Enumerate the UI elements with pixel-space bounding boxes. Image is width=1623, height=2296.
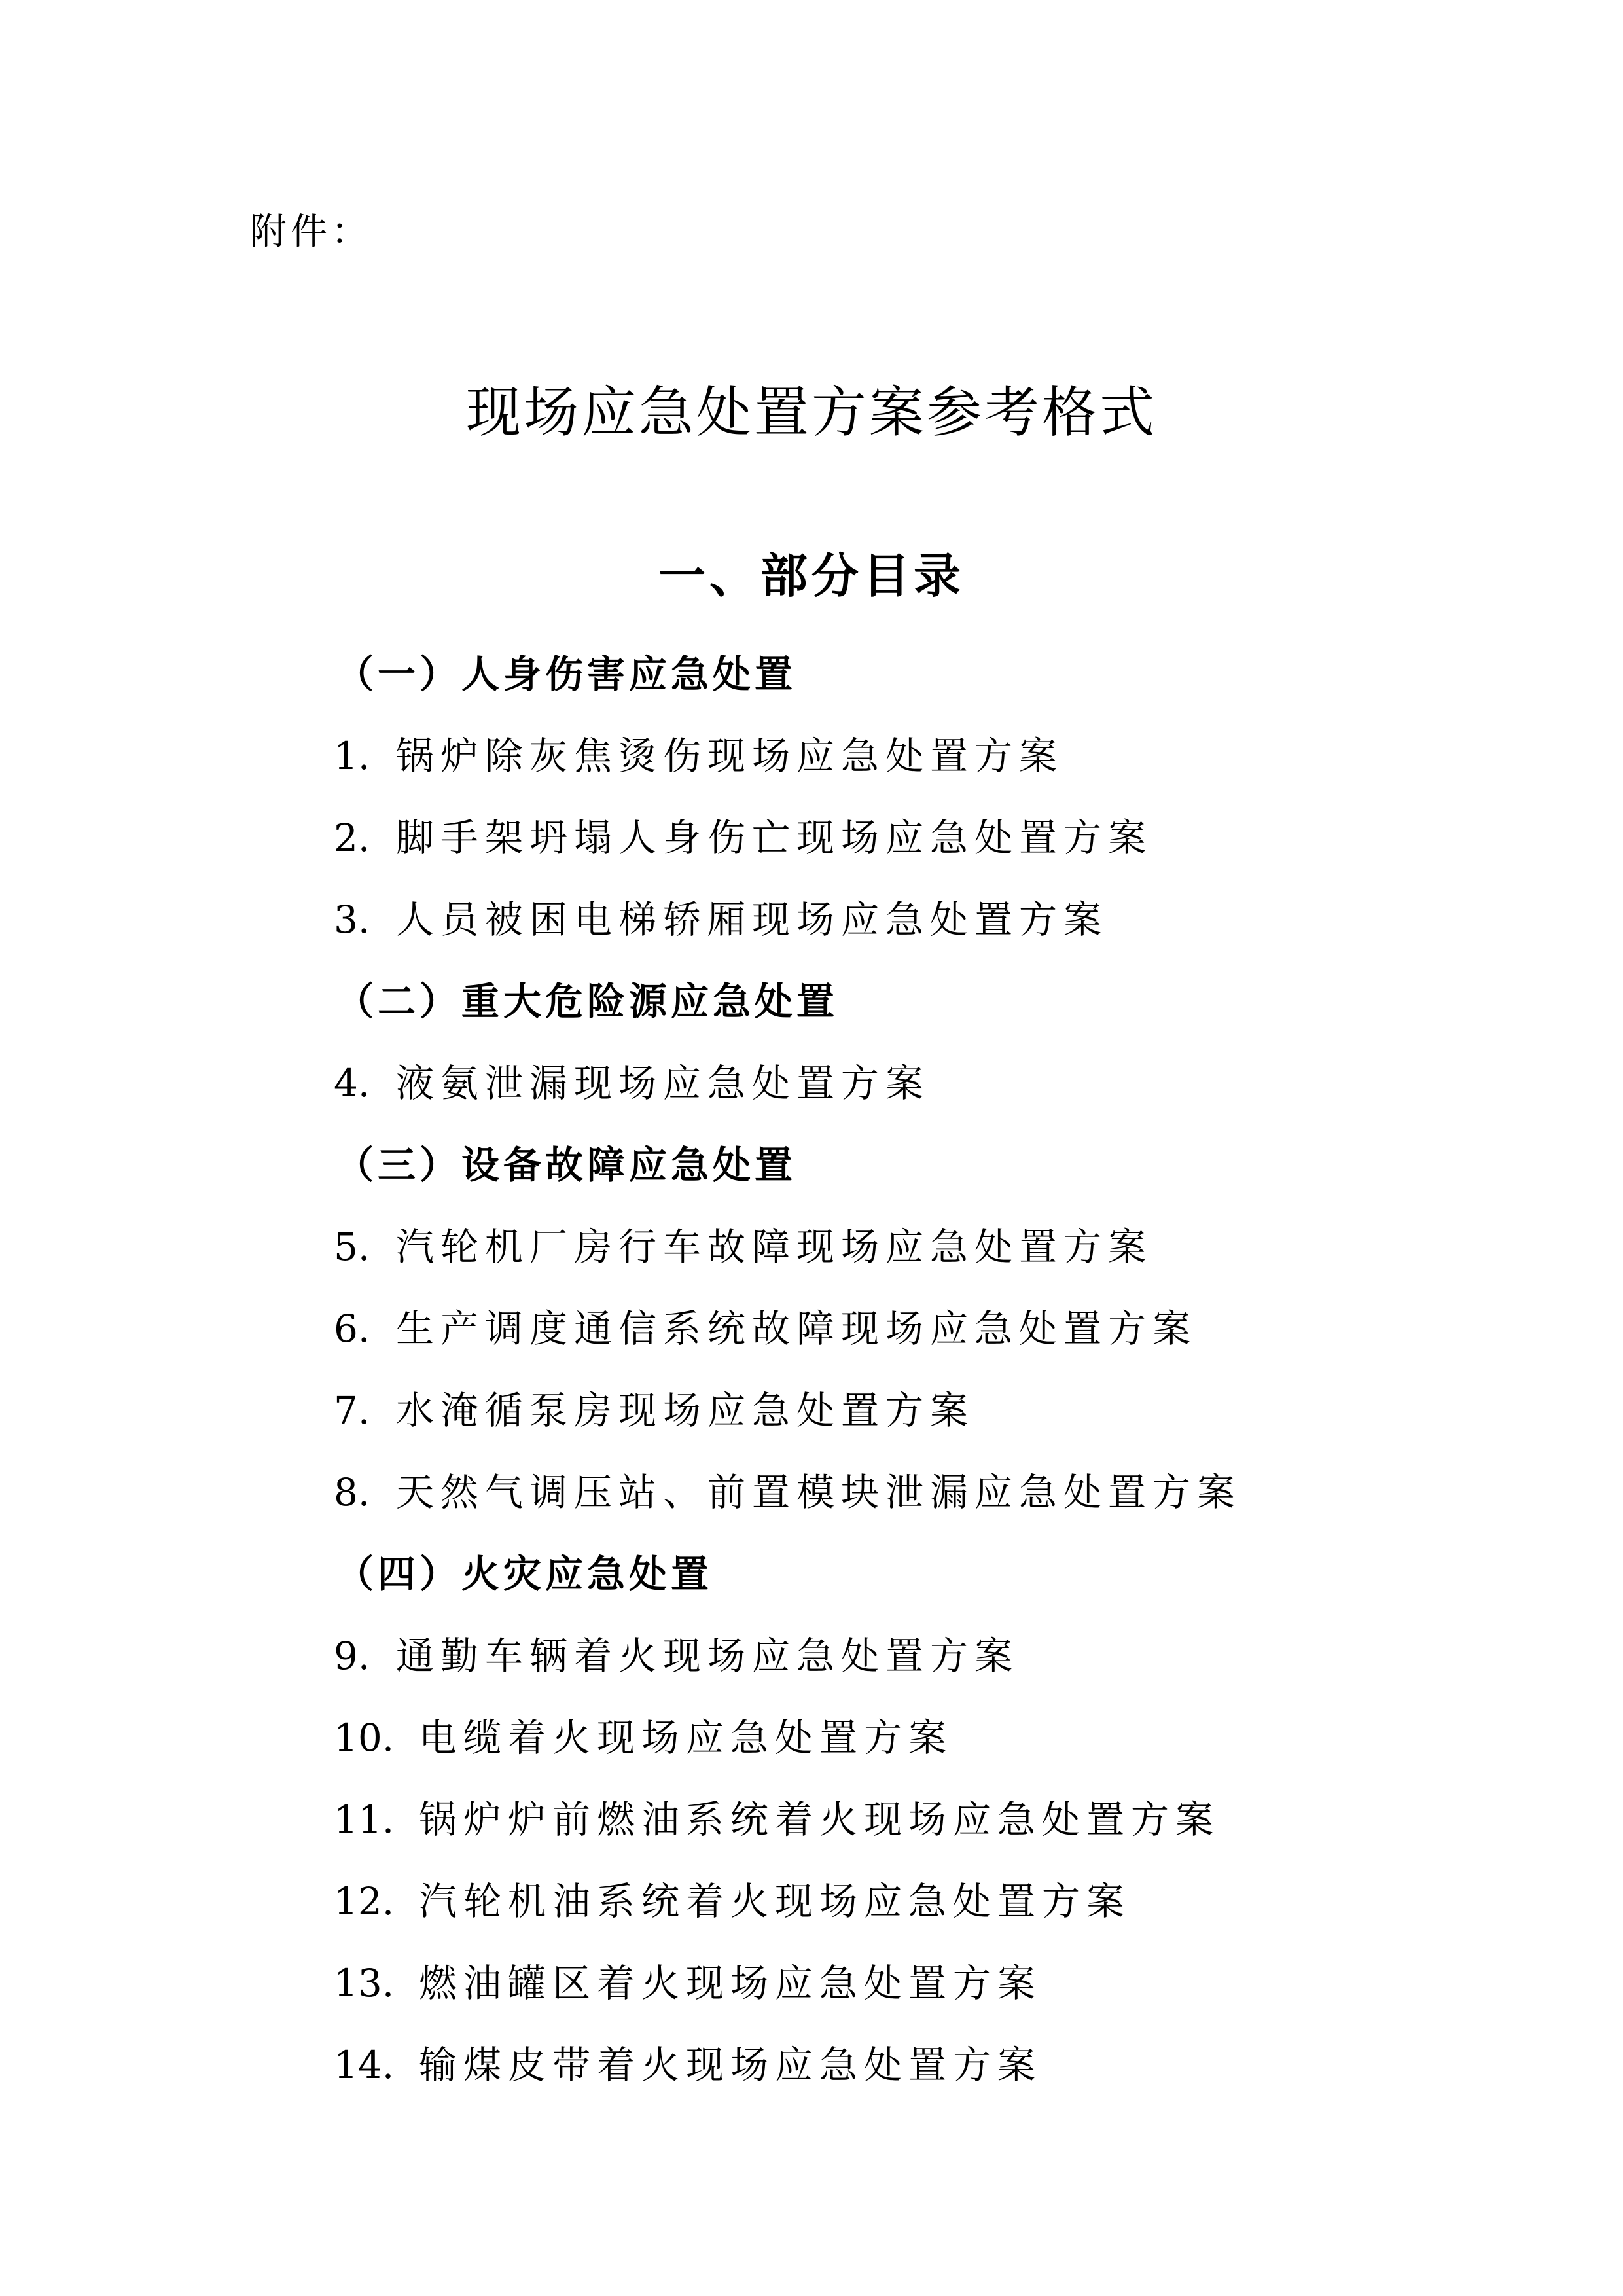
item-text: 人员被困电梯轿厢现场应急处置方案 — [396, 897, 1109, 942]
item-text: 电缆着火现场应急处置方案 — [419, 1715, 954, 1760]
list-item — [334, 1466, 1241, 1518]
list-item — [334, 1057, 930, 1109]
list-item — [334, 893, 1108, 946]
list-item — [334, 1384, 974, 1437]
list-item — [334, 730, 1063, 782]
item-text: 汽轮机厂房行车故障现场应急处置方案 — [396, 1225, 1153, 1269]
item-text: 锅炉炉前燃油系统着火现场应急处置方案 — [419, 1797, 1221, 1842]
list-item — [334, 812, 1152, 864]
group-heading: （一）人身伤害应急处置 — [336, 652, 797, 696]
item-text: 脚手架坍塌人身伤亡现场应急处置方案 — [396, 816, 1153, 860]
item-number: 9. — [334, 1634, 370, 1678]
item-text: 输煤皮带着火现场应急处置方案 — [419, 2043, 1043, 2087]
list-item — [334, 1875, 1131, 1928]
group-heading: （二）重大危险源应急处置 — [336, 979, 839, 1024]
item-number: 14. — [334, 2043, 395, 2087]
list-item — [334, 1712, 953, 1764]
list-item — [334, 1793, 1220, 1846]
item-number: 10. — [334, 1715, 395, 1760]
item-number: 12. — [334, 1879, 395, 1924]
item-number: 2. — [334, 816, 370, 860]
item-text: 汽轮机油系统着火现场应急处置方案 — [419, 1879, 1132, 1924]
list-item — [334, 1302, 1197, 1355]
item-number: 6. — [334, 1306, 370, 1351]
group-heading: （三）设备故障应急处置 — [336, 1143, 797, 1187]
list-item — [334, 1221, 1152, 1273]
item-number: 7. — [334, 1388, 370, 1433]
item-number: 13. — [334, 1961, 395, 2005]
item-number: 4. — [334, 1061, 370, 1105]
item-text: 液氨泄漏现场应急处置方案 — [396, 1061, 931, 1105]
list-item — [334, 1630, 1019, 1682]
item-text: 天然气调压站、前置模块泄漏应急处置方案 — [396, 1470, 1242, 1515]
group-heading: （四）火灾应急处置 — [336, 1552, 713, 1596]
item-number: 1. — [334, 734, 370, 778]
item-number: 5. — [334, 1225, 370, 1269]
list-item — [334, 1957, 1042, 2009]
item-number: 11. — [334, 1797, 395, 1842]
item-number: 8. — [334, 1470, 370, 1515]
document-title: 现场应急处置方案参考格式 — [465, 380, 1157, 444]
attachment-label: 附件： — [250, 211, 372, 253]
item-text: 水淹循泵房现场应急处置方案 — [396, 1388, 975, 1433]
item-text: 燃油罐区着火现场应急处置方案 — [419, 1961, 1043, 2005]
item-text: 锅炉除灰焦烫伤现场应急处置方案 — [396, 734, 1064, 778]
item-number: 3. — [334, 897, 370, 942]
item-text: 通勤车辆着火现场应急处置方案 — [396, 1634, 1020, 1678]
section-heading: 一、部分目录 — [658, 548, 965, 603]
list-item — [334, 2039, 1042, 2091]
item-text: 生产调度通信系统故障现场应急处置方案 — [396, 1306, 1198, 1351]
